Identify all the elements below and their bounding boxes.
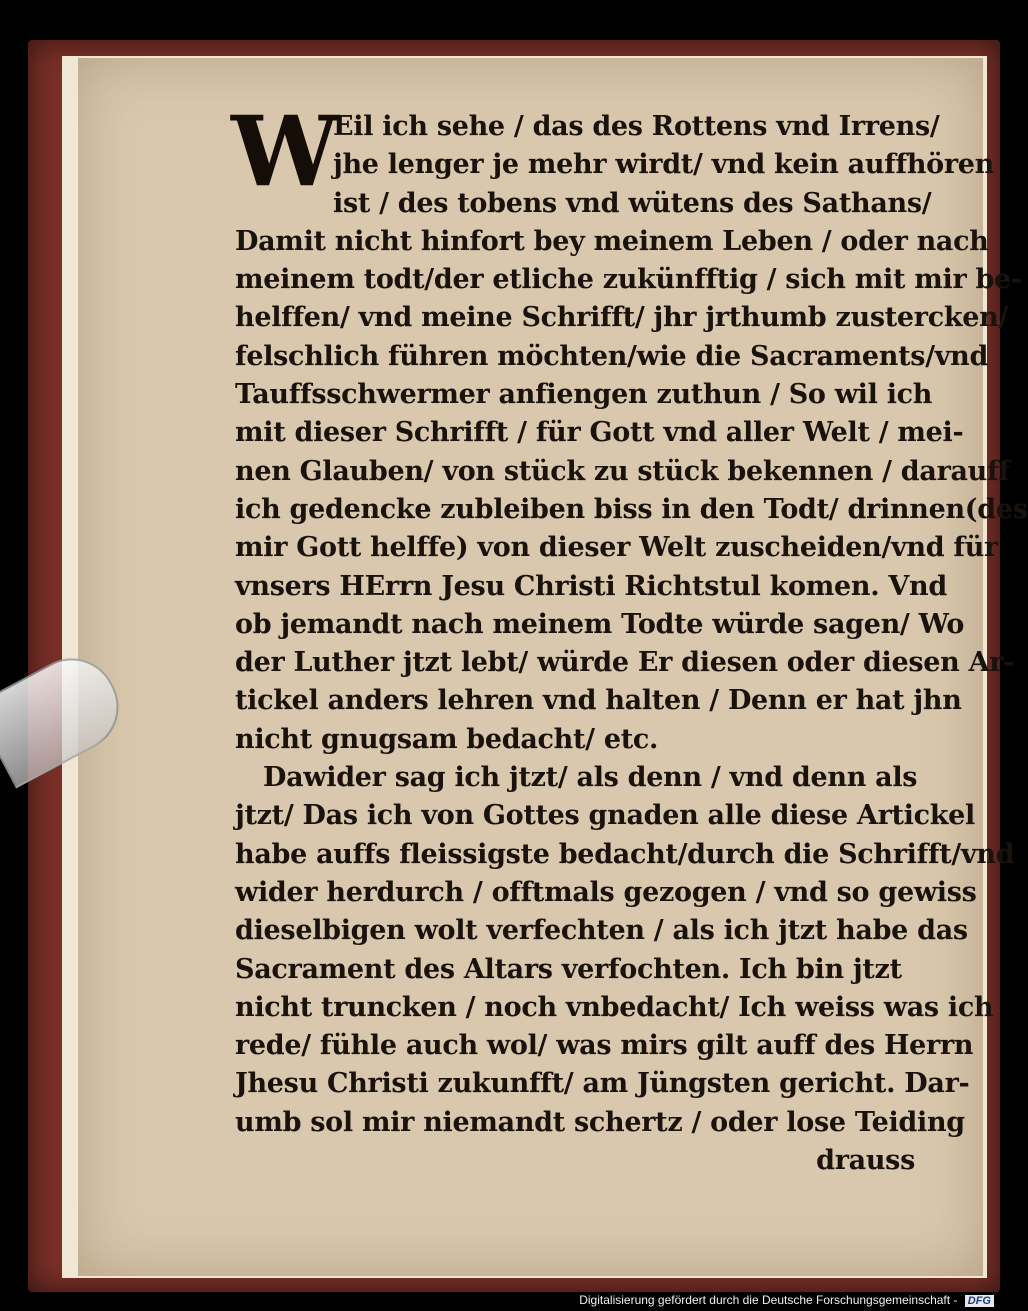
footer-text: Digitalisierung gefördert durch die Deutsche Forschungsgemeinschaft - <box>579 1293 958 1307</box>
text-line: Damit nicht hinfort bey meinem Leben / oder nach <box>235 225 989 257</box>
text-line: Dawider sag ich jtzt/ als denn / vnd denn als <box>263 762 918 794</box>
dfg-logo: DFG <box>965 1295 994 1307</box>
text-line: mit dieser Schrifft / für Gott vnd aller Welt / mei- <box>235 417 964 449</box>
text-line: umb sol mir niemandt schertz / oder lose Teiding <box>235 1106 965 1138</box>
text-line: dieselbigen wolt verfechten / als ich jtzt habe das <box>235 915 968 947</box>
text-line: nicht truncken / noch vnbedacht/ Ich weiss was ich <box>235 991 994 1023</box>
text-line: helffen/ vnd meine Schrifft/ jhr jrthumb zustercken/ <box>235 302 1009 334</box>
text-line: rede/ fühle auch wol/ was mirs gilt auff des Herrn <box>235 1030 974 1062</box>
digitization-footer <box>579 1293 994 1307</box>
text-line: jhe lenger je mehr wirdt/ vnd kein auffhören <box>333 149 995 181</box>
text-line: der Luther jtzt lebt/ würde Er diesen oder diesen Ar- <box>235 647 1015 679</box>
drop-capital: W <box>231 95 339 208</box>
text-line: wider herdurch / offtmals gezogen / vnd so gewiss <box>235 876 977 908</box>
text-line: habe auffs fleissigste bedacht/durch die Schrifft/vnd <box>235 838 1015 870</box>
text-line: Sacrament des Altars verfochten. Ich bin jtzt <box>235 953 902 985</box>
catchword: drauss <box>816 1145 915 1177</box>
text-line: Tauffsschwermer anfiengen zuthun / So wil ich <box>235 379 933 411</box>
text-line: nen Glauben/ von stück zu stück bekennen / darauff <box>235 455 1010 487</box>
text-line: jtzt/ Das ich von Gottes gnaden alle diese Artickel <box>235 800 976 832</box>
text-line: felschlich führen möchten/wie die Sacraments/vnd <box>235 340 989 372</box>
text-line: ob jemandt nach meinem Todte würde sagen/ Wo <box>235 608 965 640</box>
text-line: Eil ich sehe / das des Rottens vnd Irrens/ <box>333 111 940 142</box>
text-line: Jhesu Christi zukunfft/ am Jüngsten gericht. Dar- <box>235 1068 970 1100</box>
text-line: vnsers HErrn Jesu Christi Richtstul komen. Vnd <box>235 570 947 602</box>
text-line: tickel anders lehren vnd halten / Denn er hat jhn <box>235 685 962 717</box>
text-line: nicht gnugsam bedacht/ etc. <box>235 723 659 755</box>
text-line: ist / des tobens vnd wütens des Sathans/ <box>333 187 932 219</box>
page-text <box>231 95 1028 1180</box>
text-line: ich gedencke zubleiben biss in den Todt/ drinnen(des <box>235 493 1028 525</box>
text-line: mir Gott helffe) von dieser Welt zuscheiden/vnd für <box>235 532 998 564</box>
text-line: meinem todt/der etliche zukünfftig / sich mit mir be- <box>235 264 1022 296</box>
